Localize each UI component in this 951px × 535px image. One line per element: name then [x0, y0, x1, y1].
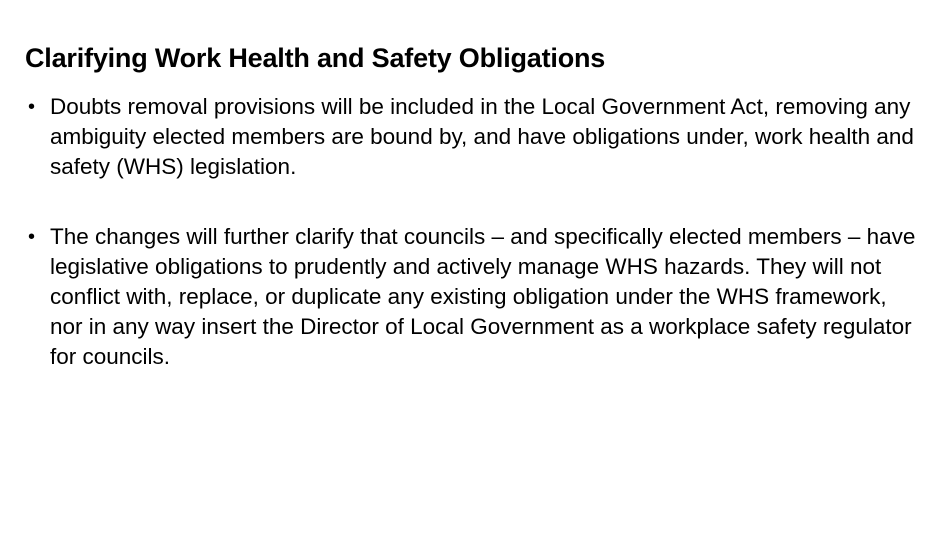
bullet-text-council-obligations: The changes will further clarify that councils – and specifically elected members – have legislative obligations to prudently and actively manage WHS hazards. They will not conflict with, replace, or duplicate any existing obligation under the WHS framework, nor in any way insert the Director of Local Government as a workplace safety regulator for councils. — [50, 224, 916, 369]
bullet-text-whs-doubts-removal: Doubts removal provisions will be included in the Local Government Act, removing any ambiguity elected members are bound by, and have obligations under, work health and safety (WHS) legislation. — [50, 94, 914, 179]
bullet-icon: • — [28, 96, 36, 118]
bullet-icon: • — [28, 226, 36, 248]
bullet-item — [28, 222, 918, 372]
bullet-item — [28, 92, 918, 182]
bullet-list — [28, 92, 918, 372]
slide-title: Clarifying Work Health and Safety Obligations — [25, 43, 606, 73]
